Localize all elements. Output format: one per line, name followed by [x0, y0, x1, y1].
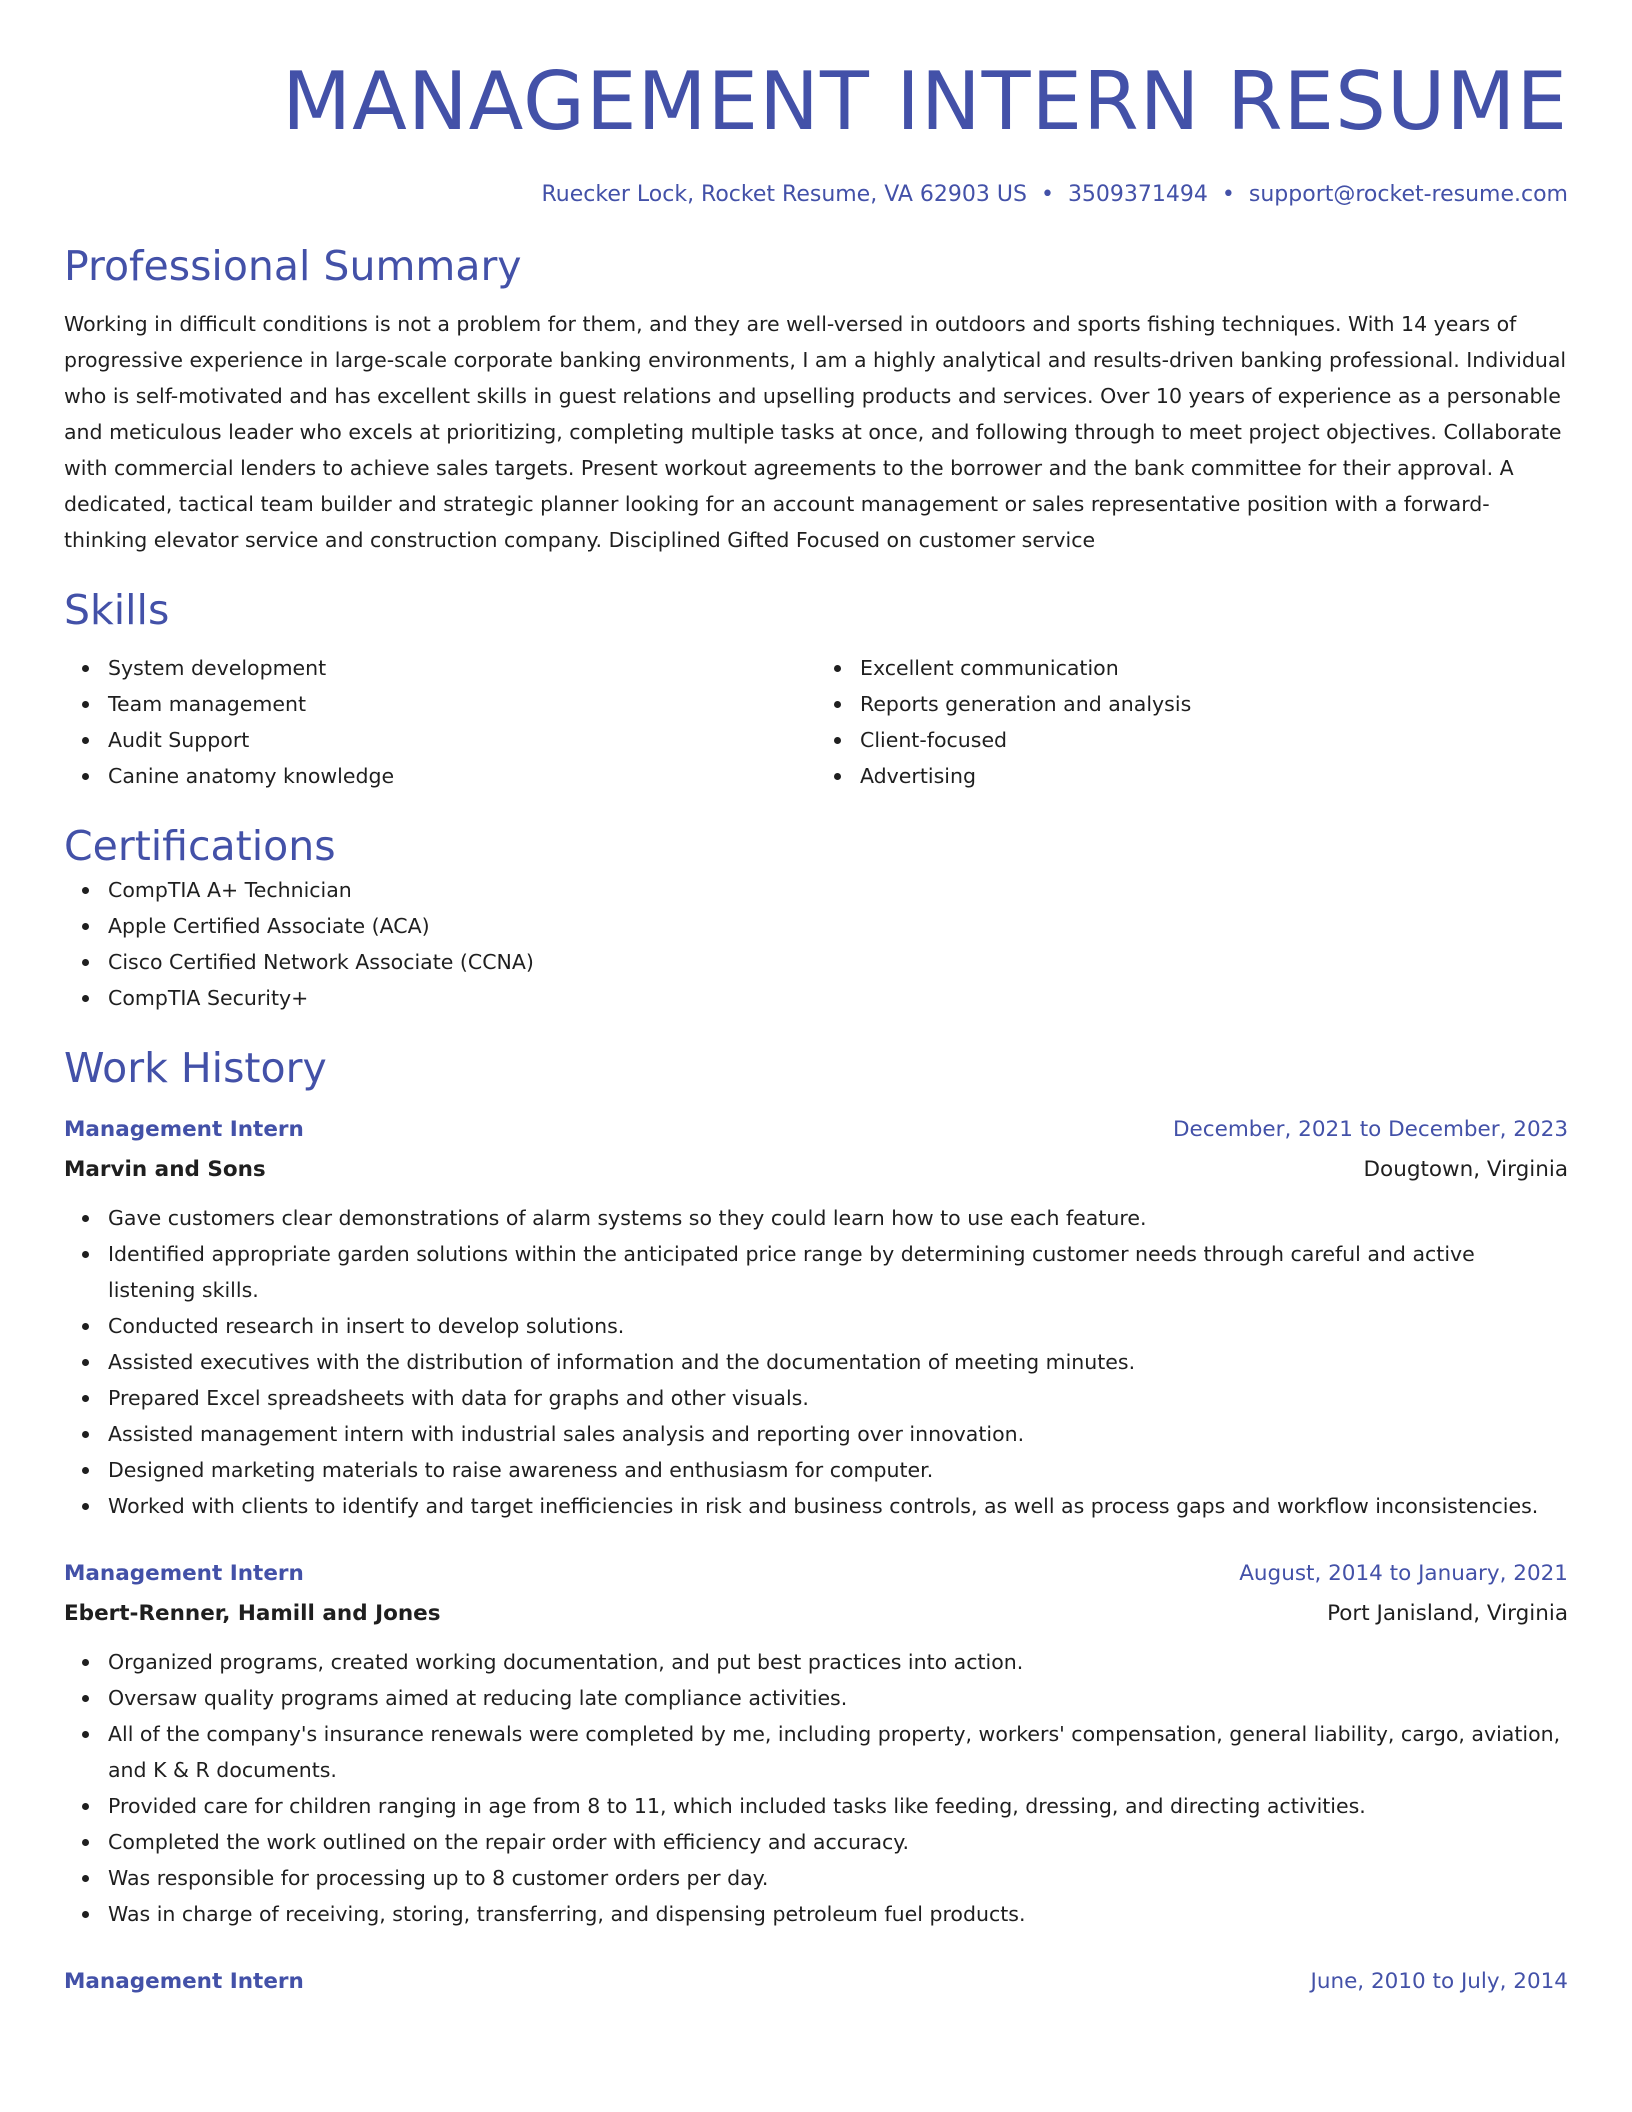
certification-item: Cisco Certified Network Associate (CCNA): [108, 944, 1568, 980]
job-bullet: Assisted executives with the distribution of information and the documentation of meeting minutes.: [108, 1344, 1568, 1380]
job-header-row: [64, 1112, 1568, 1148]
job-bullet: Completed the work outlined on the repair order with efficiency and accuracy.: [108, 1824, 1568, 1860]
skill-item: Reports generation and analysis: [860, 686, 1568, 722]
job-header-row: [64, 1556, 1568, 1592]
skill-item: Audit Support: [108, 722, 816, 758]
job-dates: December, 2021 to December, 2023: [1173, 1117, 1568, 1142]
contact-phone: 3509371494: [1067, 182, 1208, 207]
job-company-row: [64, 1152, 1568, 1188]
contact-separator: •: [1040, 182, 1054, 207]
job-bullet: Was responsible for processing up to 8 customer orders per day.: [108, 1860, 1568, 1896]
certification-item: CompTIA Security+: [108, 980, 1568, 1016]
work-history-heading: Work History: [64, 1044, 327, 1092]
skill-item: Excellent communication: [860, 650, 1568, 686]
job-role: Management Intern: [64, 1969, 304, 1994]
skill-item: Client-focused: [860, 722, 1568, 758]
resume-page: [64, 0, 1568, 2000]
job-role: Management Intern: [64, 1117, 304, 1142]
skill-item: Canine anatomy knowledge: [108, 758, 816, 794]
certification-item: Apple Certified Associate (ACA): [108, 908, 1568, 944]
job-entry: [64, 1112, 1568, 1524]
skills-list-left: [64, 650, 816, 794]
job-bullet: Was in charge of receiving, storing, transferring, and dispensing petroleum fuel products.: [108, 1896, 1568, 1932]
job-bullet: Oversaw quality programs aimed at reducing late compliance activities.: [108, 1680, 1568, 1716]
job-entry: [64, 1556, 1568, 1932]
skill-item: Team management: [108, 686, 816, 722]
skill-item: System development: [108, 650, 816, 686]
job-dates: August, 2014 to January, 2021: [1239, 1561, 1568, 1586]
job-role: Management Intern: [64, 1561, 304, 1586]
skills-heading: Skills: [64, 586, 170, 634]
job-location: Port Janisland, Virginia: [1327, 1601, 1568, 1626]
job-bullet: Prepared Excel spreadsheets with data for graphs and other visuals.: [108, 1380, 1568, 1416]
job-bullets: [64, 1200, 1568, 1524]
job-bullet: Worked with clients to identify and target inefficiencies in risk and business controls, as well as process gaps and workflow inconsistencies.: [108, 1488, 1568, 1524]
job-bullet: Provided care for children ranging in age from 8 to 11, which included tasks like feeding, dressing, and directing activities.: [108, 1788, 1568, 1824]
job-dates: June, 2010 to July, 2014: [1310, 1969, 1568, 1994]
job-bullet: Identified appropriate garden solutions within the anticipated price range by determining customer needs through careful and active listening skills.: [108, 1236, 1568, 1308]
job-bullet: Conducted research in insert to develop solutions.: [108, 1308, 1568, 1344]
job-bullet: Gave customers clear demonstrations of alarm systems so they could learn how to use each feature.: [108, 1200, 1568, 1236]
job-bullet: All of the company's insurance renewals were completed by me, including property, workers' compensation, general liability, cargo, aviation, and K & R documents.: [108, 1716, 1568, 1788]
job-company: Marvin and Sons: [64, 1157, 266, 1182]
resume-title: MANAGEMENT INTERN RESUME: [282, 55, 1568, 148]
skills-list-right: [816, 650, 1568, 794]
job-company: Ebert-Renner, Hamill and Jones: [64, 1601, 441, 1626]
contact-email[interactable]: support@rocket-resume.com: [1248, 182, 1568, 207]
certifications-heading: Certifications: [64, 822, 336, 870]
job-bullet: Assisted management intern with industrial sales analysis and reporting over innovation.: [108, 1416, 1568, 1452]
job-location: Dougtown, Virginia: [1363, 1157, 1568, 1182]
job-header-row: [64, 1964, 1568, 2000]
summary-text: Working in difficult conditions is not a problem for them, and they are well-versed in outdoors and sports fishing techniques. With 14 years of progressive experience in large-scale corporate banking environments, I am a highly analytical and results-driven banking professional. Individual who is self-motivated and has excellent skills in guest relations and upselling products and services. Over 10 years of experience as a personable and meticulous leader who excels at prioritizing, completing multiple tasks at once, and following through to meet project objectives. Collaborate with commercial lenders to achieve sales targets. Present workout agreements to the borrower and the bank committee for their approval. A dedicated, tactical team builder and strategic planner looking for an account management or sales representative position with a forward-thinking elevator service and construction company. Disciplined Gifted Focused on customer service: [64, 312, 1567, 552]
skill-item: Advertising: [860, 758, 1568, 794]
job-bullet: Designed marketing materials to raise awareness and enthusiasm for computer.: [108, 1452, 1568, 1488]
job-company-row: [64, 1596, 1568, 1632]
contact-address: Ruecker Lock, Rocket Resume, VA 62903 US: [541, 182, 1027, 207]
skills-columns: [64, 650, 1568, 794]
contact-line: [64, 180, 1568, 210]
summary-heading: Professional Summary: [64, 242, 522, 290]
certification-item: CompTIA A+ Technician: [108, 872, 1568, 908]
job-entry: [64, 1964, 1568, 2000]
certifications-list: [64, 872, 1568, 1016]
job-bullets: [64, 1644, 1568, 1932]
contact-separator: •: [1221, 182, 1235, 207]
job-bullet: Organized programs, created working documentation, and put best practices into action.: [108, 1644, 1568, 1680]
